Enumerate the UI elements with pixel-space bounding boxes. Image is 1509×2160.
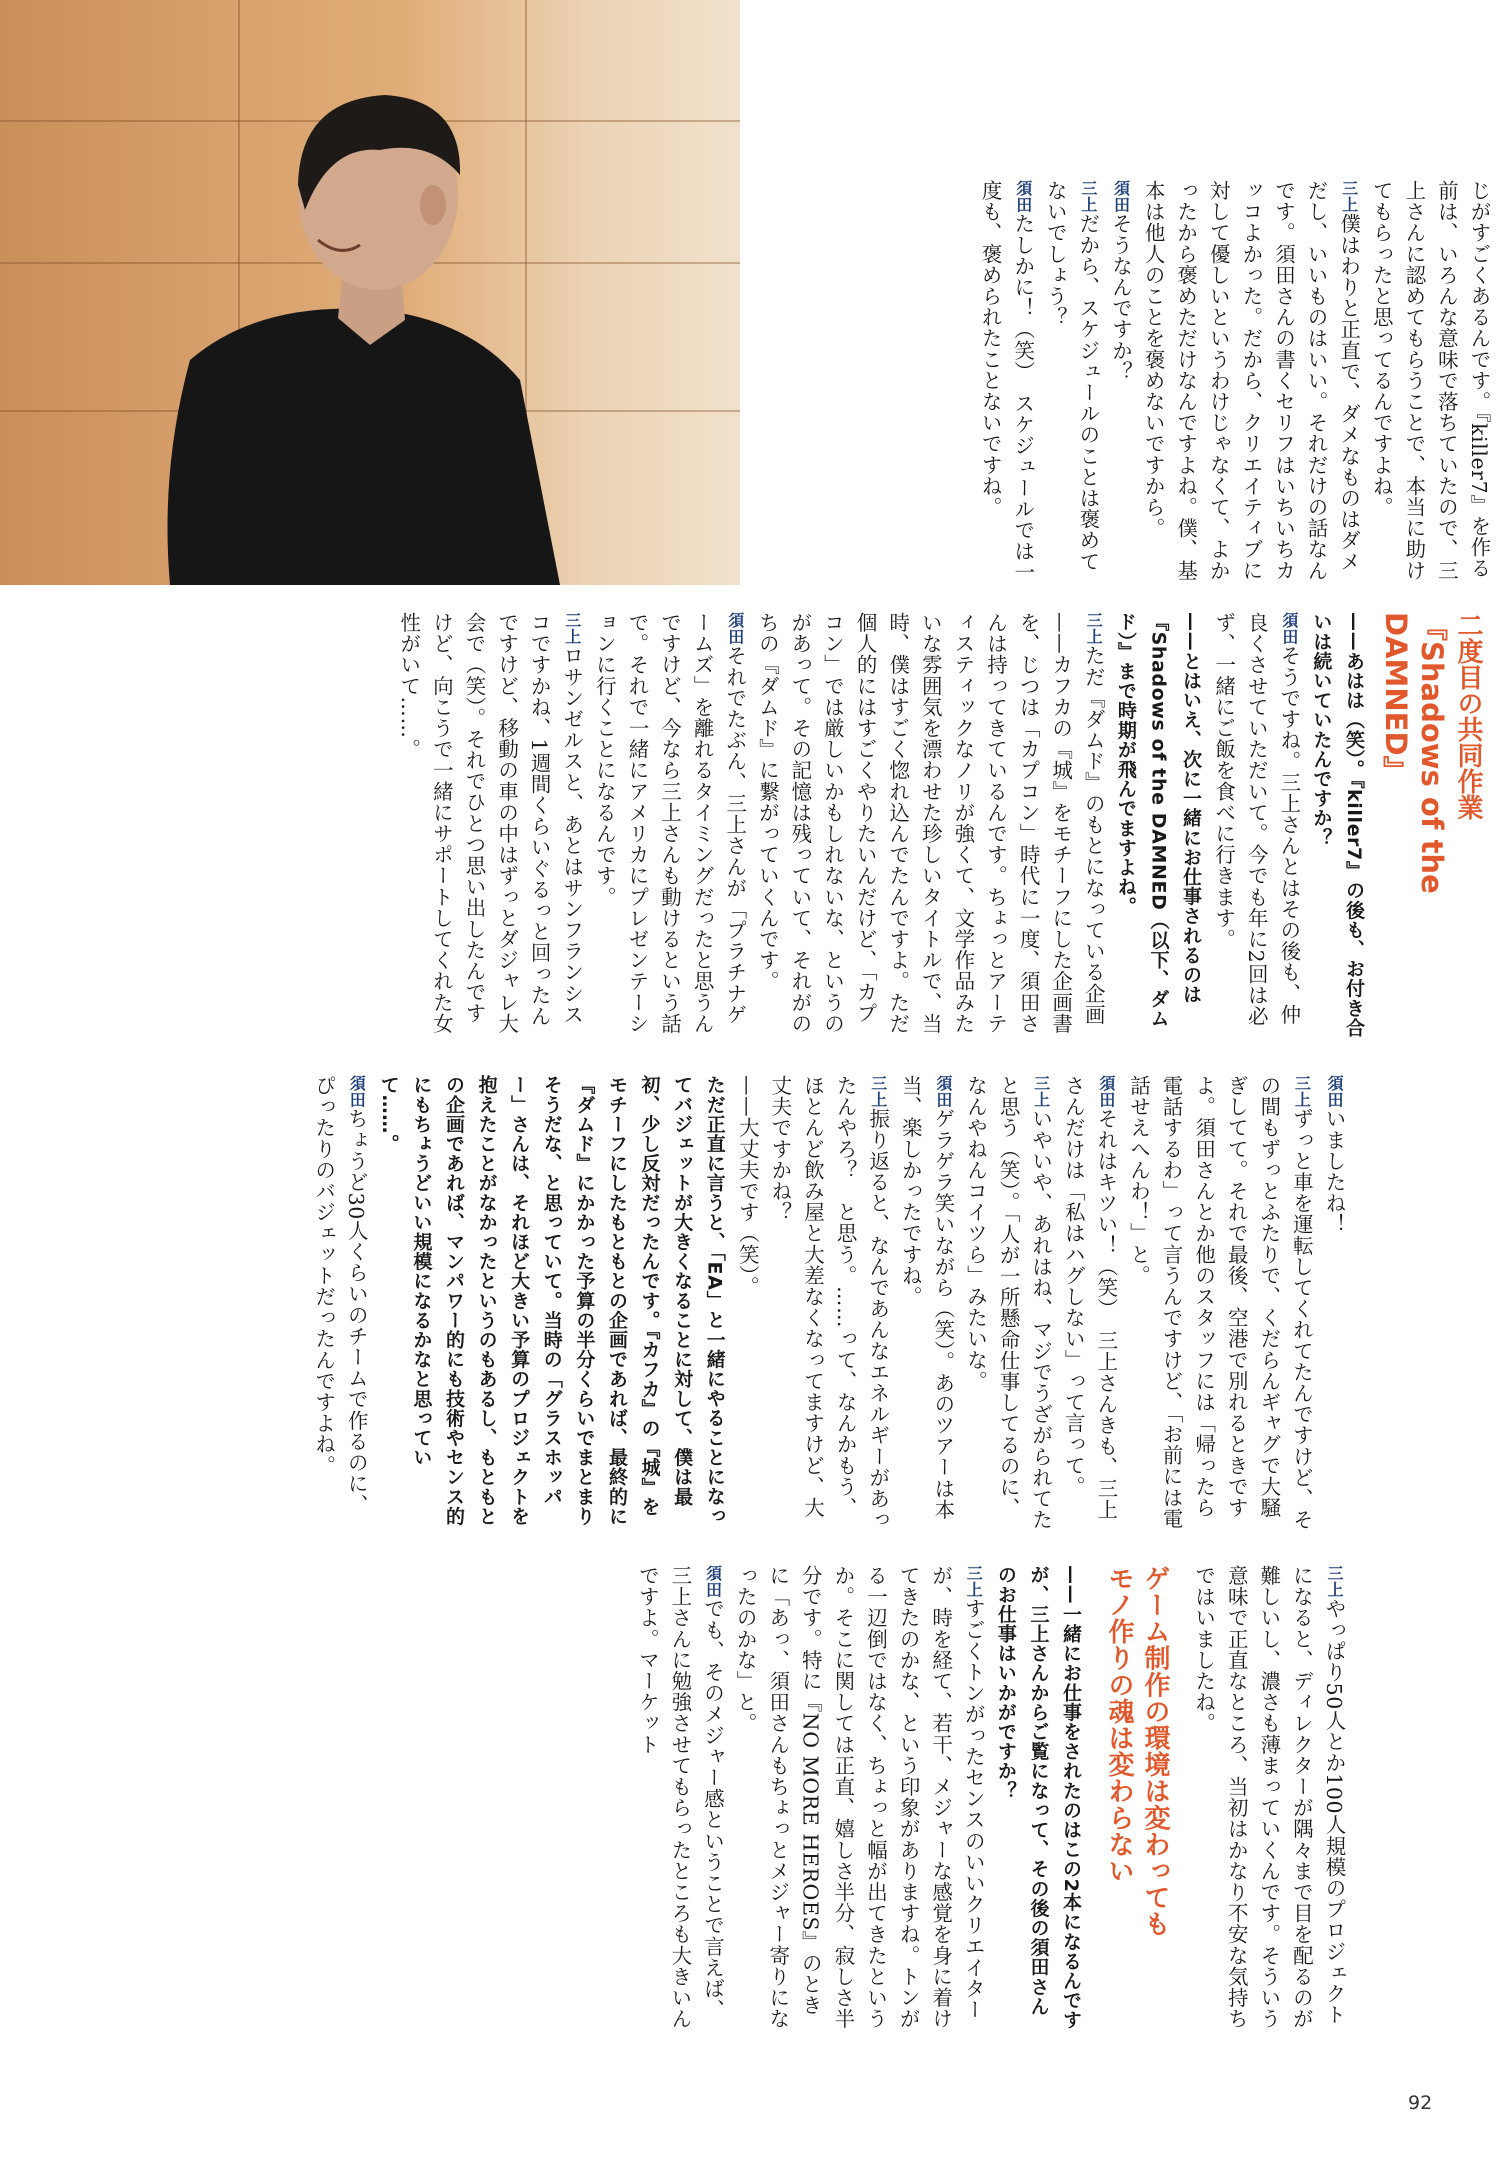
speaker-label: 三上 bbox=[1084, 612, 1104, 646]
question bbox=[1305, 612, 1370, 1042]
paragraph-text: やっぱり50人とか100人規模のプロジェクトになると、ディレクターが隅々まで目を配るのが難しいし、濃さも薄まっていくんです。そういう意味で正直なところ、当初はかなり不安な気持ちではいましたね。 bbox=[1191, 1565, 1346, 2030]
heading-line: 二度目の共同作業 bbox=[1453, 612, 1483, 820]
paragraph bbox=[1187, 1565, 1350, 2035]
paragraph bbox=[729, 1565, 990, 2035]
paragraph bbox=[1039, 180, 1104, 585]
speaker-label: 三上 bbox=[1078, 180, 1098, 214]
paragraph-text: いやいや、あれはね、マジでうざがられてたと思う（笑）。「人が一所懸命仕事してるのに、なんやねんコイツら」みたいな。 bbox=[963, 1075, 1053, 1531]
paragraph bbox=[959, 1075, 1057, 1535]
paragraph-text: ずっと車を運転してくれてたんですけど、その間もずっとふたりで、くだらんギャグで大騒ぎしてて。それで最後、空港で別れるときですよ。須田さんとか他のスタッフには「帰ったら電話するわ」って言うんですけど、「お前には電話せえへんわ！」と。 bbox=[1126, 1075, 1314, 1531]
paragraph bbox=[307, 1075, 372, 1535]
paragraph-text: ロサンゼルスと、あとはサンフランシスコですかね、1週間くらいぐるっと回ったんですけど、移動の車の中はずっとダジャレ大会で（笑）。それでひとつ思い出したんですけど、向こうで一緒にサポートしてくれた女性がいて……。 bbox=[396, 612, 584, 1034]
paragraph bbox=[1317, 1075, 1350, 1535]
speaker-label: 三上 bbox=[1292, 1075, 1312, 1109]
paragraph bbox=[763, 1075, 893, 1535]
paragraph-text: ——大丈夫です（笑）。 bbox=[735, 1075, 760, 1297]
question bbox=[372, 1075, 731, 1535]
text-column-middle bbox=[110, 612, 1370, 1042]
paragraph-text: そうなんですか？ bbox=[1108, 213, 1133, 383]
speaker-label: 須田 bbox=[1111, 180, 1131, 214]
speaker-label: 三上 bbox=[562, 612, 582, 646]
paragraph-text: いましたね！ bbox=[1322, 1108, 1346, 1235]
section-heading-2 bbox=[1101, 1565, 1173, 1937]
paragraph-text: ただ『ダムド』のもとになっている企画——カフカの『城』をモチーフにした企画書を、じつは「カプコン」時代に一度、須田さんは持ってきているんです。ちょっとアーティスティックなノリが強くて、文学作品みたいな雰囲気を漂わせた珍しいタイトルで、当時、僕はすごく惚れ込んでたんですよ。ただ個人的にはすごくやりたいんだけど、「カプコン」では厳しいかもしれないな、というのがあって。その記憶は残っていて、それがのちの『ダムド』に繋がっていくんです。 bbox=[755, 612, 1106, 1034]
paragraph-text: ちょうど30人くらいのチームで作るのに、ぴったりのバジェットだったんですよね。 bbox=[311, 1075, 369, 1516]
question-text: ——一緒にお仕事をされたのはこの2本になるんですが、三上さんからご覧になって、その後の須田さんのお仕事はいかがですか？ bbox=[994, 1565, 1083, 2030]
speaker-label: 三上 bbox=[1339, 180, 1359, 214]
paragraph bbox=[1057, 1075, 1122, 1535]
heading-line: ゲーム制作の環境は変わっても bbox=[1140, 1565, 1171, 1938]
paragraph bbox=[731, 1075, 764, 1535]
paragraph-text: 僕はわりと正直で、ダメなものはダメだし、いいものはいい。それだけの話なんです。須田さんの書くセリフはいちいちカッコよかった。だから、クリエイティブに対して優しいというわけじゃなくて、よかったから褒めただけなんですよね。僕、基本は他人のことを褒めないですから。 bbox=[1141, 180, 1361, 581]
interview-photo bbox=[0, 0, 740, 585]
question-text: ——あはは（笑）。『killer7』の後も、お付き合いは続いていたんですか？ bbox=[1310, 612, 1365, 1038]
question bbox=[989, 1565, 1087, 2035]
page-number: 92 bbox=[1408, 2092, 1433, 2114]
paragraph-text: たしかに！（笑） スケジュールでは一度も、褒められたことないですね。 bbox=[978, 180, 1035, 583]
speaker-label: 須田 bbox=[347, 1075, 367, 1109]
paragraph bbox=[751, 612, 1110, 1042]
paragraph-text: それはキツい！（笑） 三上さんきも、三上さんだけは「私はハグしない」って言って。 bbox=[1061, 1075, 1118, 1520]
speaker-label: 須田 bbox=[725, 612, 745, 646]
paragraph bbox=[588, 612, 751, 1042]
text-column-top bbox=[745, 180, 1495, 585]
paragraph bbox=[894, 1075, 959, 1535]
paragraph-text: じがすごくあるんです。『killer7』を作る前は、いろんな意味で落ちていたので、三上さんに認めてもらうことで、本当に助けてもらったと思ってるんですよね。 bbox=[1369, 180, 1491, 581]
question-text: ——とはいえ、次に一緒にお仕事されるのは『Shadows of the DAMNED（以下、ダムド）』まで時期が飛んでますよね。 bbox=[1114, 612, 1203, 1029]
text-column-bottom bbox=[110, 1565, 1350, 2035]
paragraph bbox=[1104, 180, 1137, 585]
heading-line: モノ作りの魂は変わらない bbox=[1104, 1565, 1135, 1885]
paragraph-text: 振り返ると、なんであんなエネルギーがあったんやろ？ と思う。……って、なんかもう、ほとんど飲み屋と大差なくなってますけど、大丈夫ですかね？ bbox=[767, 1075, 890, 1531]
paragraph bbox=[974, 180, 1039, 585]
speaker-label: 須田 bbox=[1013, 180, 1033, 214]
paragraph-text: だから、スケジュールのことは褒めてないでしょう？ bbox=[1043, 180, 1100, 572]
section-heading-1 bbox=[1378, 612, 1486, 1032]
question-text: ただ正直に言うと、「EA」と一緒にやることになってバジェットが大きくなることに対して、僕は最初、少し反対だったんです。『カフカ』の『城』をモチーフにしたもともとの企画であれば、最終的に『ダムド』にかかった予算の半分くらいでまとまりそうだな、と思っていて。当時の「グラスホッパー」さんは、それほど大きい予算のプロジェクトを抱えたことがなかったというのもあるし、もともとの企画であれば、マンパワー的にも技術やセンス的にもちょうどいい規模になるかなと思っていて……。 bbox=[377, 1075, 726, 1526]
speaker-label: 須田 bbox=[703, 1565, 723, 1599]
paragraph bbox=[1207, 612, 1305, 1042]
person-figure bbox=[0, 0, 740, 585]
speaker-label: 三上 bbox=[868, 1075, 888, 1109]
paragraph bbox=[1122, 1075, 1318, 1535]
paragraph bbox=[392, 612, 588, 1042]
text-column-lower bbox=[110, 1075, 1350, 1535]
question bbox=[1109, 612, 1207, 1042]
speaker-label: 須田 bbox=[1096, 1075, 1116, 1109]
speaker-label: 三上 bbox=[1031, 1075, 1051, 1109]
paragraph-text: そうですね。三上さんとはその後も、仲良くさせていただいて。今でも年に2回は必ず、一緒にご飯を食べに行きます。 bbox=[1211, 612, 1301, 1027]
speaker-label: 須田 bbox=[1325, 1075, 1344, 1109]
paragraph-text: すごくトンがったセンスのいいクリエイターが、時を経て、若干、メジャーな感覚を身に着けてきたのかな、という印象がありますね。トンがる一辺倒ではなく、ちょっと幅が出てきたというか。そこに関しては正直、嬉しさ半分、寂しさ半分です。特に『NO MORE HEROES』のときに「あっ、須田さんもちょっとメジャー寄りになったのかな」と。 bbox=[733, 1565, 986, 2030]
paragraph bbox=[1365, 180, 1495, 585]
speaker-label: 須田 bbox=[1279, 612, 1299, 646]
paragraph-text: ゲラゲラ笑いながら（笑）。あのツアーは本当、楽しかったですね。 bbox=[898, 1075, 955, 1520]
heading-line: 『Shadows of the DAMNED』 bbox=[1379, 612, 1449, 894]
paragraph-text: それでたぶん、三上さんが「プラチナゲームズ」を離れるタイミングだったと思うんですけど、今なら三上さんも動けるという話で。それで一緒にアメリカにプレゼンテーションに行くことになるんです。 bbox=[592, 612, 747, 1034]
paragraph bbox=[1136, 180, 1364, 585]
speaker-label: 須田 bbox=[933, 1075, 953, 1109]
paragraph-text: でも、そのメジャー感ということで言えば、三上さんに勉強させてもらったところも大きいんですよ。マーケット bbox=[635, 1565, 725, 2030]
speaker-label: 三上 bbox=[964, 1565, 984, 1599]
paragraph bbox=[631, 1565, 729, 2035]
speaker-label: 三上 bbox=[1325, 1565, 1344, 1599]
